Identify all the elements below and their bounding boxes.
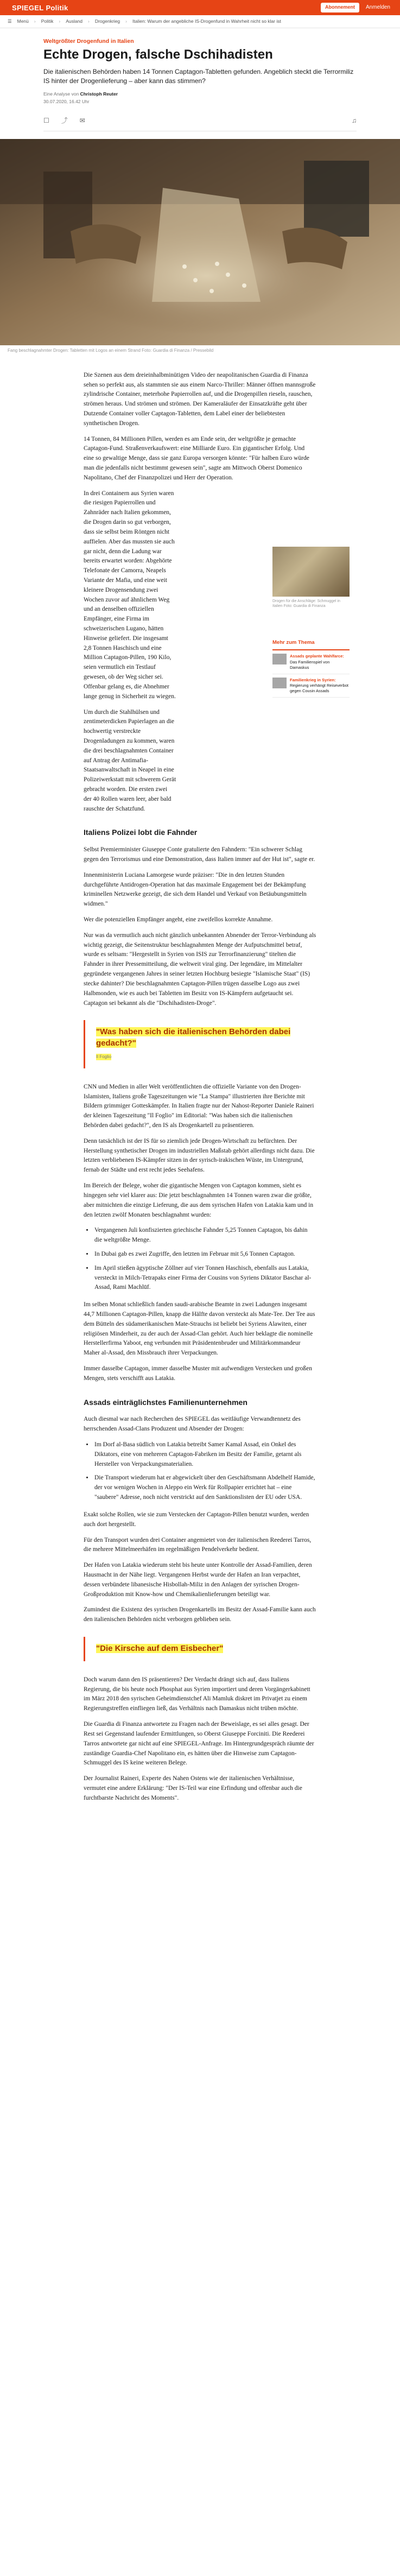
article-date: 30.07.2020, 16.42 Uhr	[43, 98, 90, 104]
breadcrumb-item[interactable]: Politik	[41, 18, 54, 24]
list-item: • In Dubai gab es zwei Zugriffe, den letzten im Februar mit 5,6 Tonnen Captagon.	[93, 1250, 316, 1259]
menu-icon[interactable]: ☰	[8, 18, 12, 24]
related-box	[272, 639, 350, 698]
paragraph: Auch diesmal war nach Recherchen des SPIEGEL das weitläufige Verwandtennetz des herrschenden Assad-Clans Produzent und Absender der Drogen:	[84, 1416, 301, 1433]
audio-icon[interactable]: ♫	[352, 116, 357, 124]
comment-icon[interactable]: ✉	[79, 116, 85, 124]
pull-quote	[84, 1637, 316, 1661]
login-link[interactable]: Anmelden	[365, 4, 390, 11]
subheading: Assads einträglichstes Familienunternehmen	[84, 1397, 247, 1407]
paragraph: Nur was da vermutlich auch nicht gänzlich unbekannten Abnender der Terror-Verbindung als wichtig gezeigt, die Seitenstruktur beschlagnahmten Menge der Aufputschmittel betraf, wurde es seltsam: "Hergestellt in Syrien von ISIS zur Terrorfinanzierung" titelten die Fahnder in ihrer Pressemitteilung, die weltweit viral ging. Der legendäre, im Mittelalter gegründete vergangenen Jahres in seiner letzten Hochburg besiegte "Islamische Staat" (IS) stecke dahinter? Die beschlagnahmten Captagon-Pillen trügen dasselbe Logo aus zwei Halbmonden, wie es auch bei Tabletten im Besitz von IS-Kämpfern aufgetaucht sei. Captagon sei bekannt als die "Dschihadisten-Droge".	[84, 932, 316, 1007]
paragraph: Der Hafen von Latakia wiederum steht bis heute unter Kontrolle der Assad-Familien, deren Hausmacht in der Nähe liegt. Vergangenen Herbst wurde der Hafen an Iran verpachtet, dessen verbündete libanesische Hisbollah-Miliz in den Anlagen der syrischen Drogen-Großproduktion mit Know-how und Chemikalienlieferungen beteiligt war.	[84, 1562, 312, 1598]
breadcrumb-item[interactable]: Menü	[17, 18, 29, 24]
paragraph: Der Journalist Raineri, Experte des Nahen Ostens wie der italienischen Verhältnisse, vermutet eine andere Erklärung: "Der IS-Teil war eine Erfindung und offenbar auch die furchtbarste Nachricht des Moments".	[84, 1775, 302, 1801]
article-kicker: Weltgrößter Drogenfund in Italien	[43, 38, 134, 45]
paragraph: Wer die potenziellen Empfänger angeht, eine zweifellos korrekte Annahme.	[84, 916, 273, 923]
share-bar	[43, 110, 357, 132]
subheading: Italiens Polizei lobt die Fahnder	[84, 828, 198, 837]
share-icon[interactable]: ⤴	[61, 116, 68, 124]
paragraph: Im selben Monat schließlich fanden saudi-arabische Beamte in zwei Ladungen insgesamt 44,7 Millionen Captagon-Pillen, knapp die Hälfte davon versteckt als Mate-Tee. Der Tee aus dem Bütteln des südamerikanischen Mate-Strauchs ist beliebt bei Syriens Alawiten, einer religiösen Minderheit, zu der auch der Assad-Clan gehört. Auch hier beklagte die nominelle Herstellerfirma Yaboot, eng verbunden mit Präsidentenbruder und Militärkommandeur Maher al-Assad, den Missbrauch ihrer Verpackungen.	[84, 1301, 315, 1357]
list-item: • Vergangenen Juli konfiszierten griechische Fahnder 5,25 Tonnen Captagon, bis dahin die weltgrößte Menge.	[93, 1226, 316, 1245]
subscribe-button[interactable]: Abonnement	[321, 3, 359, 12]
thumbnail	[272, 654, 287, 664]
hero-photo	[0, 139, 400, 345]
paragraph: Immer dasselbe Captagon, immer dasselbe Muster mit aufwendigen Verstecken und großen Mengen, stets verschifft aus Latakia.	[84, 1365, 313, 1382]
paragraph: In drei Containern aus Syrien waren die riesigen Papierrollen und Zahnräder nach Italien gekommen, die Drogen darin so gut verborgen, dass sie selbst beim Röntgen nicht auffielen. Aber das mussten sie auch gar nicht, denn die Ladung war bereits erwartet worden: Abgehörte Telefonate der Camorra, Neapels Variante der Mafia, und eine weit kleinere Drogensendung zwei Wochen zuvor auf ähnlichem Weg und an denselben offiziellen Empfänger, eine Firma im schweizerischen Lugano, hätten Hinweise geliefert. Die insgesamt 2,8 Tonnen Haschisch und eine Million Captagon-Pillen, 190 Kilo, seien vermutlich ein Testlauf gewesen, ob der Weg sicher sei. Offenbar gelang es, die Abnehmer lange genug in Sicherheit zu wiegen.	[84, 490, 176, 700]
paragraph: Für den Transport wurden drei Container angemietet von der italienischen Reederei Tarros, die mehrere Mittelmeerhäfen im regelmäßigen Pendelverkehr bedient.	[84, 1536, 312, 1553]
top-bar	[0, 0, 400, 15]
side-image-box	[272, 547, 350, 609]
paragraph: 14 Tonnen, 84 Millionen Pillen, werden es am Ende sein, der weltgrößte je gemachte Captagon-Fund. Straßenverkaufswert: eine Milliarde Euro. Ein gigantischer Erfolg. Und eine so gewaltige Menge, dass sie ganz Europa versorgen könnte: "Für halben Euro würde man die jedenfalls nicht bestimmt gewesen sein", sagte am Mittwoch Oberst Domenico Napolitano, Chef der Finanzpolizei und Herr der Operation.	[84, 435, 309, 481]
breadcrumb: ☰ Menü › Politik › Ausland › Drogenkrieg › Italien: Warum der angebliche IS-Drogenfund in Wahrheit nicht so klar ist	[0, 15, 400, 28]
page-title: Echte Drogen, falsche Dschihadisten	[43, 47, 273, 62]
paragraph: Zumindest die Existenz des syrischen Drogenkartells im Besitz der Assad-Familie kann auch den italienischen Behörden nicht verborgen geblieben sein.	[84, 1606, 316, 1623]
article-body	[0, 357, 400, 1803]
hero-caption: Fang beschlagnahmter Drogen: Tabletten mit Logos an einem Strand Foto: Guardia di Finanza / Pressebild	[8, 348, 214, 353]
quote-text: "Was haben sich die italienischen Behörden dabei gedacht?"	[96, 1027, 291, 1048]
paragraph: Denn tatsächlich ist der IS für so ziemlich jede Drogen-Wirtschaft zu befürchten. Der Herstellung synthetischer Drogen im industriellen Maßstab gehört allerdings nicht dazu. Die letzten verbliebenen IS-Kämpfer sitzen in der syrisch-irakischen Wüste, im Untergrund, fernab der Städte und erst recht jedes Seehafens.	[84, 1137, 315, 1174]
bullet-list	[93, 1440, 316, 1503]
spiegel-logo[interactable]: SPIEGEL Politik	[12, 3, 68, 12]
bookmark-icon[interactable]: ☐	[43, 116, 49, 124]
bullet-list	[93, 1226, 316, 1293]
paragraph: Im Bereich der Belege, woher die gigantische Mengen von Captagon kommen, sieht es hingegen sehr viel klarer aus: Die jetzt beschlagnahmten 14 Tonnen waren zwar die größte, aber mitnichten die einzige Lieferung, die aus dem syrischen Hafen von Latakia kam und in den letzten zwölf Monaten beschlagnahmt wurden:	[84, 1182, 314, 1218]
paragraph: Die Guardia di Finanza antwortete zu Fragen nach der Beweislage, es sei alles gesagt. Der Rest sei Gegenstand laufender Ermittlungen, so Oberst Giuseppe Forciniti. Die Reederei Tarros antwortete gar nicht auf eine SPIEGEL-Anfrage. Im Hintergrundgespräch räumte der zuständige Guardia-Chef Napolitano ein, es hätten über die Hinweise zum Captagon-Schmuggel des IS keine weiteren Belege.	[84, 1721, 314, 1767]
byline: Eine Analyse von Christoph Reuter 30.07.2020, 16.42 Uhr	[43, 91, 118, 104]
paragraph: Innenministerin Luciana Lamorgese wurde präziser: "Die in den letzten Stunden durchgeführte Antidrogen-Operation hat das maximale Engagement bei der Bekämpfung kriminellen Netzwerke gezeigt, die sich dem Handel und Verkauf von Betäubungsmitteln widmen."	[84, 871, 307, 908]
pull-quote	[84, 1020, 316, 1068]
list-item: • Im Dorf al-Basa südlich von Latakia betreibt Samer Kamal Assad, ein Onkel des Diktators, eine von mehreren Captagon-Fabriken im Besitz der Familie, getarnt als Hersteller von Verpackungsmaterialien.	[93, 1440, 316, 1469]
paragraph: Doch warum dann den IS präsentieren? Der Verdacht drängt sich auf, dass Italiens Regierung, die bis heute noch Phosphat aus Syrien importiert und deren Vorgängerkabinett im März 2018 den syrischen Geheimdienstchef Ali Mamluk diskret im Privatjet zu einem Regierungstreffen einfliegen ließ, das Verhältnis nach Damaskus nicht trüben möchte.	[84, 1676, 310, 1712]
paragraph: Um durch die Stahlhülsen und zentimeterdicken Papierlagen an die hochwertig verstreckte Drogenladungen zu kommen, waren die drei beschlagnahmten Container auf Antrag der Antimafia-Staatsanwaltschaft in Neapel in eine Polizeiwerkstatt mit schwerem Gerät gebracht worden. Die ersten zwei der 40 Rollen waren leer, aber bald rauschte der Schatzfund.	[84, 708, 176, 812]
related-item[interactable]: Familienkrieg in Syrien: Regierung verhängt Reiseverbot gegen Cousin Assads	[272, 674, 350, 698]
breadcrumb-item: Italien: Warum der angebliche IS-Drogenfund in Wahrheit nicht so klar ist	[132, 18, 281, 24]
hero-image	[0, 139, 400, 345]
related-item[interactable]: Assads geplante Wahlfarce: Das Familienspiel von Damaskus	[272, 650, 350, 674]
related-title: Mehr zum Thema	[272, 639, 350, 651]
side-image	[272, 547, 350, 597]
breadcrumb-item[interactable]: Ausland	[66, 18, 82, 24]
article-teaser: Die italienischen Behörden haben 14 Tonnen Captagon-Tabletten gefunden. Angeblich steckt die Terrormiliz IS hinter der Drogenlieferung – aber kann das stimmen?	[43, 67, 354, 85]
list-item: • Die Transport wiederum hat er abgewickelt über den Geschäftsmann Abdelhelf Hamide, der vor wenigen Wochen in Aleppo ein Werk für Rollpapier errichtet hat – eine "saubere" Adresse, noch nicht verstrickt auf den Sanktionslisten der EU oder USA.	[93, 1473, 316, 1502]
list-item: • Im April stießen ägyptische Zöllner auf vier Tonnen Haschisch, ebenfalls aus Latakia, versteckt in Milch-Tetrapaks einer Firma der Cousins von Syriens Diktator Baschar al-Assad, Rami Machlūf.	[93, 1264, 316, 1293]
quote-text: "Die Kirsche auf dem Eisbecher"	[96, 1644, 224, 1653]
author-link[interactable]: Christoph Reuter	[80, 91, 118, 97]
paragraph: Die Szenen aus dem dreieinhalbminütigen Video der neapolitanischen Guardia di Finanza sehen so perfekt aus, als stammten sie aus einem Narco-Thriller: Männer öffnen mannsgroße zylindrische Container, meterhohe Papierrollen auf, und die Drogenpillen rieseln, rauschen, strömen heraus. Und strömen und strömen. Der Kameraläufer der Einsatzkräfte geht über Dutzende Container voller Captagon-Tabletten, dem Label einer der beliebtesten synthetischen Drogen.	[84, 371, 316, 427]
thumbnail	[272, 678, 287, 688]
paragraph: Selbst Premierminister Giuseppe Conte gratulierte den Fahndern: "Ein schwerer Schlag gegen den Terrorismus und eine Demonstration, dass Italien immer auf der Hut ist", sagte er.	[84, 846, 315, 863]
quote-source: Il Foglio	[96, 1054, 111, 1060]
paragraph: Exakt solche Rollen, wie sie zum Verstecken der Captagon-Pillen benutzt wurden, werden auch dort hergestellt.	[84, 1511, 309, 1528]
side-image-caption: Drogen für die Anschläge: Schmuggel in Italien Foto: Guardia di Finanza	[272, 599, 340, 609]
article-header	[0, 28, 400, 131]
paragraph: CNN und Medien in aller Welt veröffentlichten die offizielle Variante von den Drogen-Islamisten, Italiens große Tageszeitungen wie "La Stampa" illustrierten ihre Berichte mit Bildern grimmiger Gotteskämpfer. In Italien fragte nur der Nahost-Reporter Daniele Raineri der kleinen Tageszeitung "Il Foglio" im Editorial: "Was haben sich die italienischen Behörden dabei gedacht?", den IS als Drogenkartell zu präsentieren.	[84, 1083, 314, 1129]
breadcrumb-item[interactable]: Drogenkrieg	[94, 18, 120, 24]
